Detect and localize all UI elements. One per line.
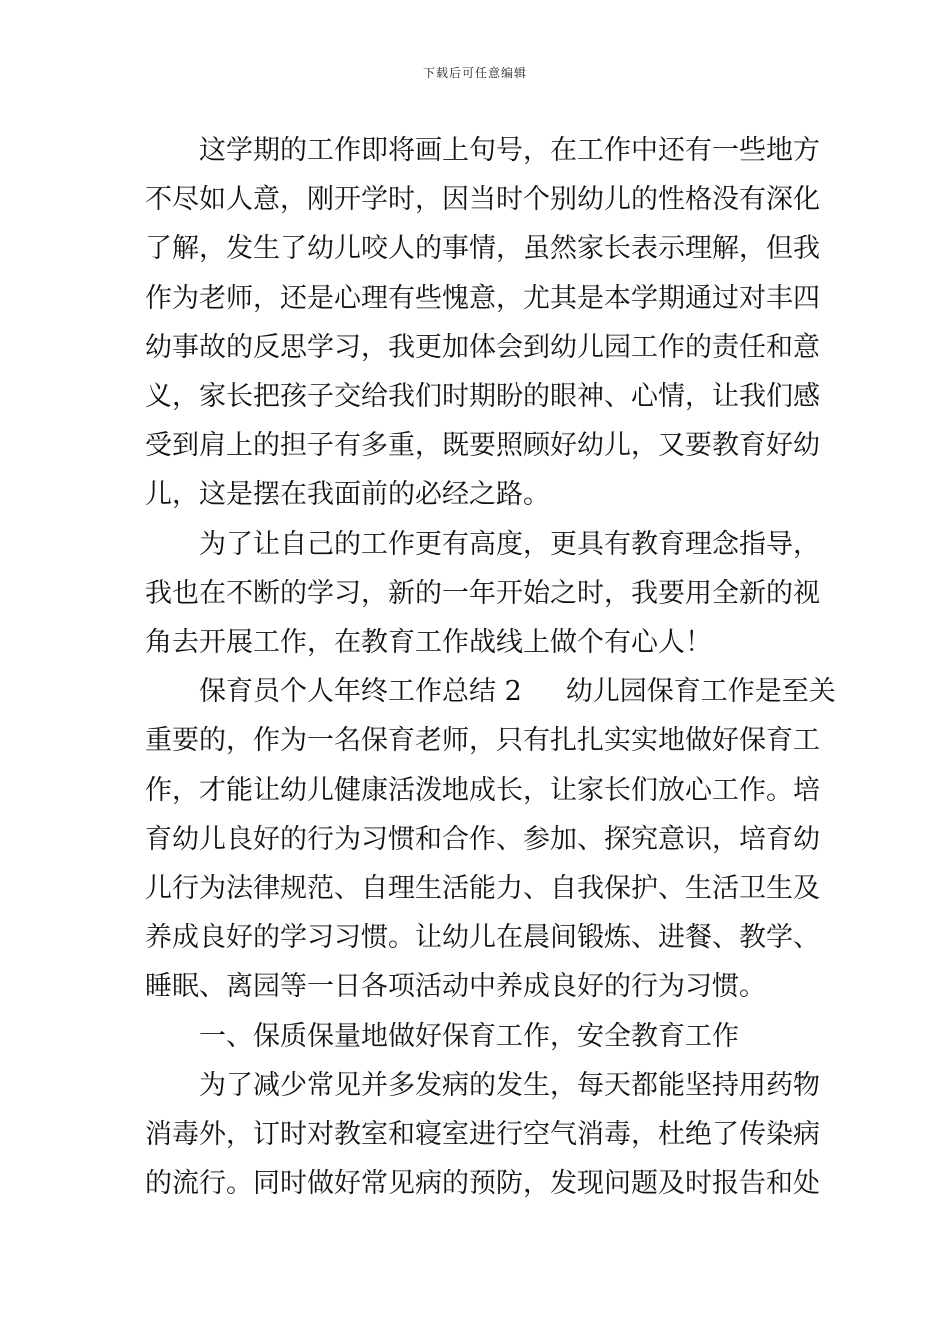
section-heading: 一、保质保量地做好保育工作，安全教育工作 — [199, 1020, 739, 1052]
paragraph-1 — [145, 126, 820, 520]
page-header: 下载后可任意编辑 — [422, 66, 527, 80]
text-line: 受到肩上的担子有多重，既要照顾好幼儿，又要教育好幼 — [145, 430, 820, 462]
text-line: 这学期的工作即将画上句号，在工作中还有一些地方 — [199, 135, 820, 166]
text-line: 重要的，作为一名保育老师，只有扎扎实实地做好保育工 — [145, 725, 820, 757]
text-line: 为了让自己的工作更有高度，更具有教育理念指导， — [199, 528, 820, 560]
text-line: 睡眠、离园等一日各项活动中养成良好的行为习惯。 — [145, 971, 766, 1003]
text-line: 我也在不断的学习，新的一年开始之时，我要用全新的视 — [145, 577, 820, 609]
text-line: 儿，这是摆在我面前的必经之路。 — [145, 479, 550, 511]
text-line: 不尽如人意，刚开学时，因当时个别幼儿的性格没有深化 — [145, 184, 820, 216]
text-line: 育幼儿良好的行为习惯和合作、参加、探究意识，培育幼 — [145, 823, 820, 855]
text-line: 为了减少常见并多发病的发生，每天都能坚持用药物 — [199, 1069, 820, 1101]
paragraph-2 — [145, 520, 820, 668]
text-line: 作为老师，还是心理有些愧意，尤其是本学期通过对丰四 — [145, 282, 820, 314]
text-line: 作，才能让幼儿健康活泼地成长，让家长们放心工作。培 — [145, 774, 820, 806]
document-body — [145, 126, 836, 1208]
paragraph-4-heading — [145, 1012, 807, 1061]
text-line: 的流行。同时做好常见病的预防，发现问题及时报告和处 — [145, 1168, 820, 1200]
text-line: 幼事故的反思学习，我更加体会到幼儿园工作的责任和意 — [145, 331, 820, 363]
text-line: 消毒外，订时对教室和寝室进行空气消毒，杜绝了传染病 — [145, 1119, 820, 1151]
text-line: 养成良好的学习习惯。让幼儿在晨间锻炼、进餐、教学、 — [145, 922, 820, 954]
text-line: 义，家长把孩子交给我们时期盼的眼神、心情，让我们感 — [145, 381, 820, 413]
paragraph-3 — [145, 667, 836, 1011]
text-line: 了解，发生了幼儿咬人的事情，虽然家长表示理解，但我 — [145, 233, 820, 265]
text-line: 儿行为法律规范、自理生活能力、自我保护、生活卫生及 — [145, 873, 820, 905]
section-title: 保育员个人年终工作总结 2 — [199, 676, 522, 708]
text-line: 角去开展工作，在教育工作战线上做个有心人！ — [145, 627, 712, 659]
text-line — [145, 667, 836, 716]
text-line-rest: 幼儿园保育工作是至关 — [565, 676, 836, 708]
paragraph-5 — [145, 1061, 820, 1209]
